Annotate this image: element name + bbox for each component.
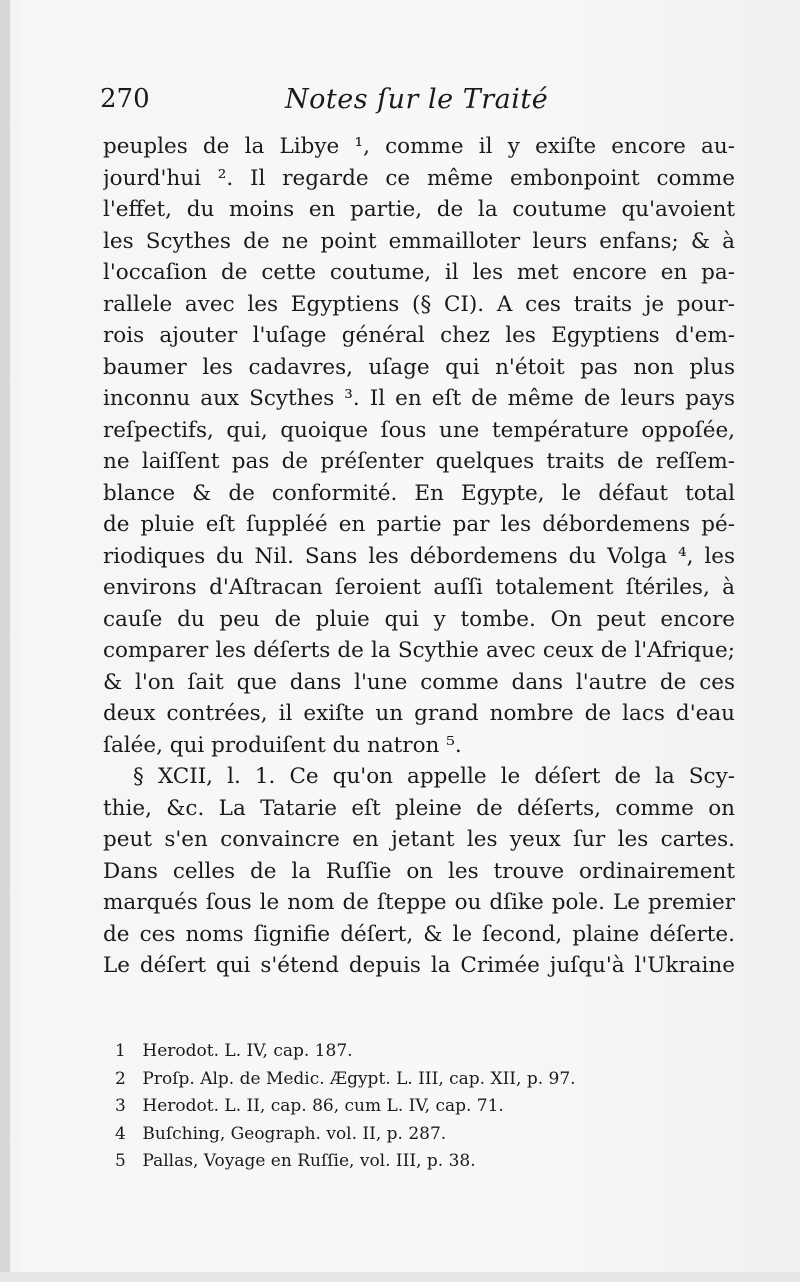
footnote-number: 4 xyxy=(115,1123,126,1144)
footnote-number: 3 xyxy=(115,1096,126,1116)
footnote xyxy=(115,1148,715,1176)
text-line: rois ajouter l'uſage général chez les Egyptiens d'em- xyxy=(103,323,735,348)
text-line: de ces noms ſignifie déſert, & le ſecond, plaine déſerte. xyxy=(103,921,735,947)
text-line: deux contrées, il exiſte un grand nombre de lacs d'eau xyxy=(103,701,735,726)
text-line: rallele avec les Egyptiens (§ CI). A ces traits je pour- xyxy=(103,291,735,317)
text-line: blance & de conformité. En Egypte, le défaut total xyxy=(103,480,735,506)
page-bottom-edge xyxy=(0,1272,800,1282)
footnote-text: Pallas, Voyage en Ruſſie, vol. III, p. 38. xyxy=(142,1151,476,1171)
text-line: Le déſert qui s'étend depuis la Crimée juſqu'à l'Ukraine xyxy=(103,953,735,978)
footnote-text: Proſp. Alp. de Medic. Ægypt. L. III, cap. XII, p. 97. xyxy=(142,1068,576,1089)
footnote xyxy=(115,1066,715,1094)
text-line: peuples de la Libye ¹, comme il y exiſte encore au- xyxy=(103,134,735,159)
footnotes xyxy=(115,1038,715,1176)
footnote-text: Herodot. L. IV, cap. 187. xyxy=(142,1041,353,1061)
text-line: jourd'hui ². Il regarde ce même embonpoint comme xyxy=(103,165,735,191)
footnote xyxy=(115,1121,715,1149)
text-line: § XCII, l. 1. Ce qu'on appelle le déſert de la Scy- xyxy=(133,764,735,789)
text-line: thie, &c. La Tatarie eſt pleine de déſerts, comme on xyxy=(103,795,735,821)
page-header xyxy=(100,84,740,124)
footnote-number: 5 xyxy=(115,1151,126,1171)
text-line: cauſe du peu de pluie qui y tombe. On peut encore xyxy=(103,606,735,632)
footnote-number: 1 xyxy=(115,1041,126,1061)
text-line: riodiques du Nil. Sans les débordemens du Volga ⁴, les xyxy=(103,543,735,569)
text-line: peut s'en convaincre en jetant les yeux ſur les cartes. xyxy=(103,827,735,852)
text-line: ſalée, qui produiſent du natron ⁵. xyxy=(103,732,462,758)
text-line: les Scythes de ne point emmailloter leurs enfans; & à xyxy=(103,228,735,254)
text-line: & l'on ſait que dans l'une comme dans l'autre de ces xyxy=(103,669,735,695)
page-number: 270 xyxy=(100,84,150,114)
footnote-text: Buſching, Geograph. vol. II, p. 287. xyxy=(142,1123,447,1144)
footnote-number: 2 xyxy=(115,1068,126,1089)
text-line: marqués ſous le nom de ſteppe ou dſike pole. Le premier xyxy=(103,890,735,915)
text-line: baumer les cadavres, uſage qui n'étoit pas non plus xyxy=(103,354,735,380)
text-line: ne laiſſent pas de préſenter quelques traits de reſſem- xyxy=(103,449,735,474)
text-line: l'effet, du moins en partie, de la coutume qu'avoient xyxy=(103,197,735,222)
footnote xyxy=(115,1093,715,1121)
running-title: Notes ſur le Traité xyxy=(285,84,549,115)
page-edge-shadow xyxy=(0,0,10,1282)
text-line: reſpectifs, qui, quoique ſous une température oppoſée, xyxy=(103,417,735,443)
footnote-text: Herodot. L. II, cap. 86, cum L. IV, cap. 71. xyxy=(142,1096,504,1116)
body-text xyxy=(103,131,735,982)
footnote xyxy=(115,1038,715,1066)
text-line: environs d'Aſtracan ſeroient auſſi totalement ſtériles, à xyxy=(103,575,735,600)
text-line: de pluie eſt ſuppléé en partie par les débordemens pé- xyxy=(103,512,735,537)
text-line: l'occaſion de cette coutume, il les met encore en pa- xyxy=(103,260,735,285)
text-line: inconnu aux Scythes ³. Il en eſt de même de leurs pays xyxy=(103,386,735,411)
text-line: comparer les déſerts de la Scythie avec ceux de l'Afrique; xyxy=(103,638,735,663)
text-line: Dans celles de la Ruſſie on les trouve ordinairement xyxy=(103,858,735,884)
